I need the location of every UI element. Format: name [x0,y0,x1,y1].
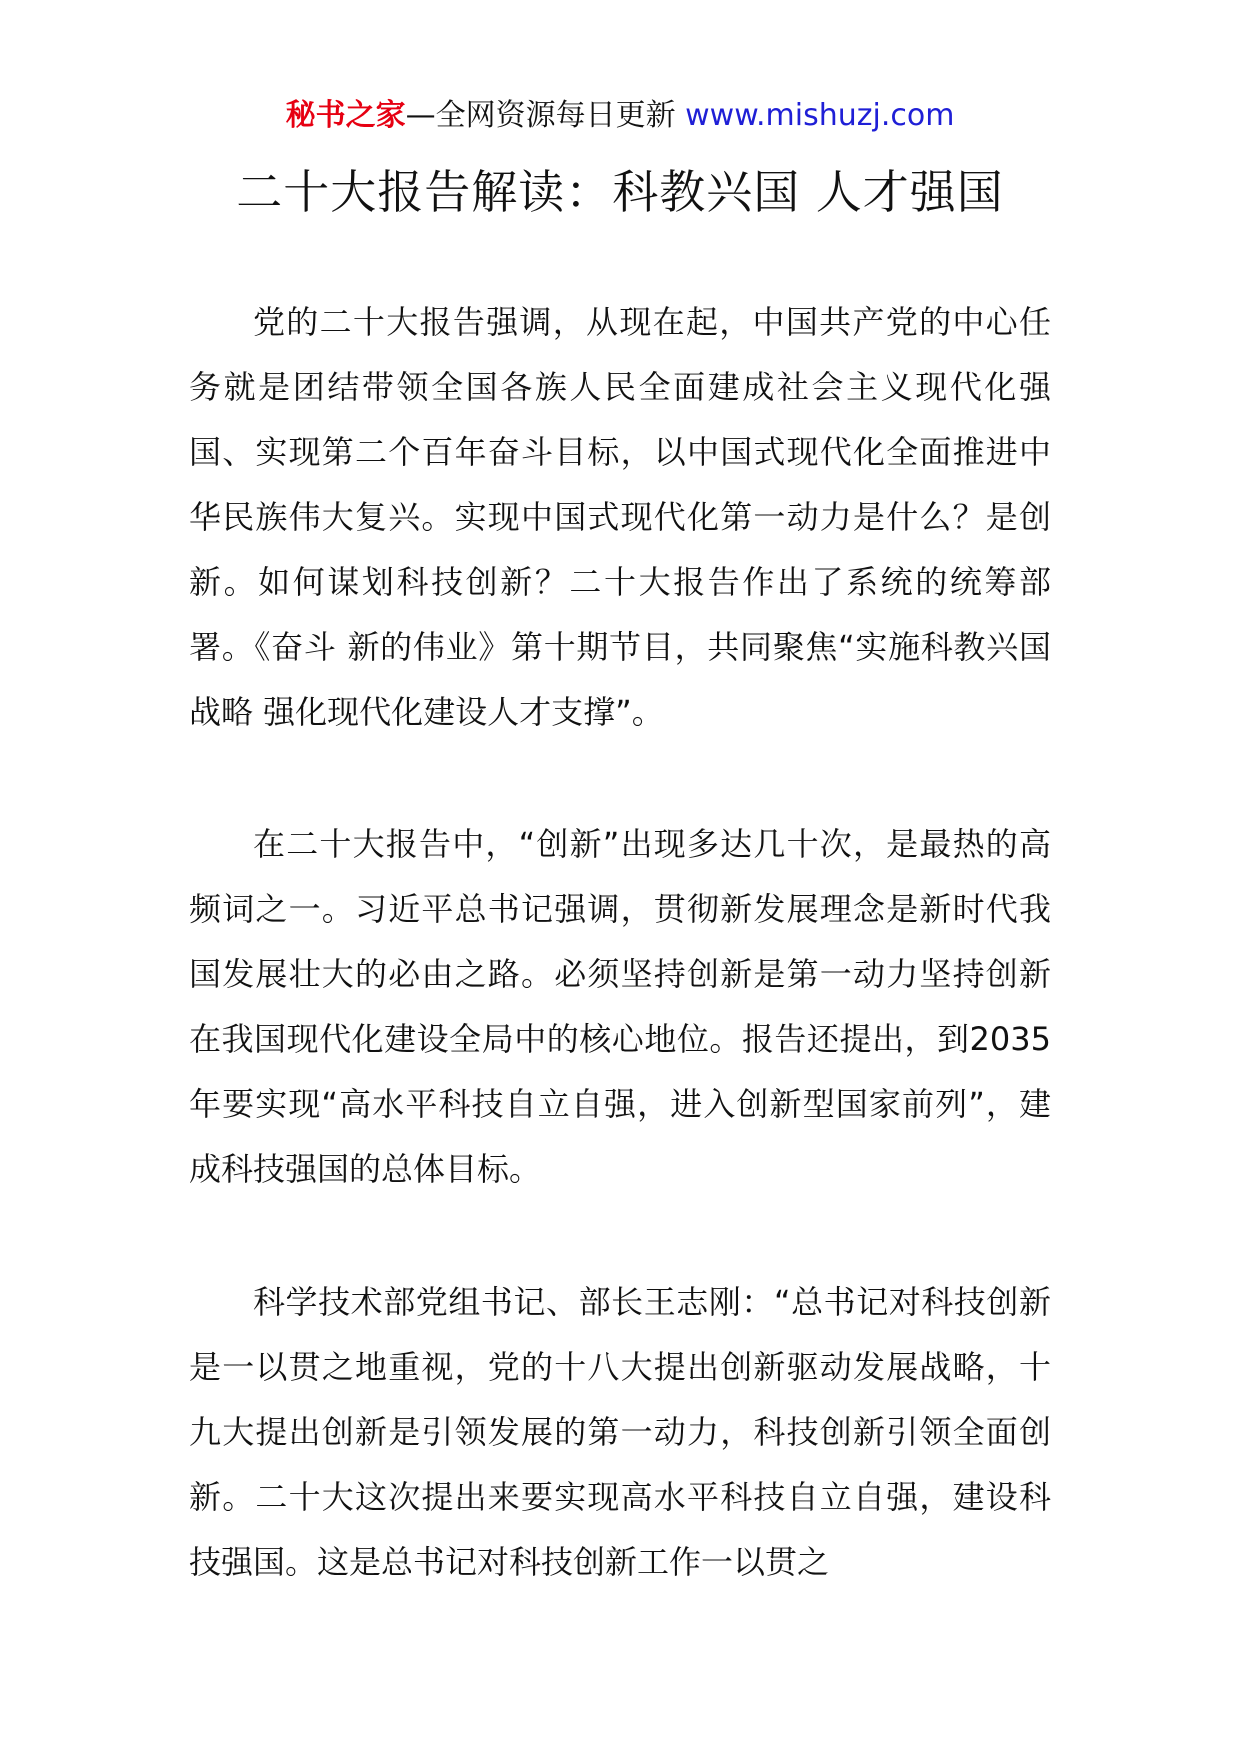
paragraph: 在二十大报告中，“创新”出现多达几十次，是最热的高频词之一。习近平总书记强调，贯彻新发展理念是新时代我国发展壮大的必由之路。必须坚持创新是第一动力坚持创新在我国现代化建设全局中的核心地位。报告还提出，到2035年要实现“高水平科技自立自强，进入创新型国家前列”，建成科技强国的总体目标。 [189,825,1051,1188]
paragraph: 科学技术部党组书记、部长王志刚：“总书记对科技创新是一以贯之地重视，党的十八大提出创新驱动发展战略，十九大提出创新是引领发展的第一动力，科技创新引领全面创新。二十大这次提出来要实现高水平科技自立自强，建设科技强国。这是总书记对科技创新工作一以贯之 [189,1283,1051,1581]
site-slogan: —全网资源每日更新 [405,98,676,133]
document-title: 二十大报告解读：科教兴国 人才强国 [236,165,1004,219]
brand-name: 秘书之家 [285,98,406,133]
site-url-link[interactable]: www.mishuzj.com [685,98,955,133]
paragraph: 党的二十大报告强调，从现在起，中国共产党的中心任务就是团结带领全国各族人民全面建成社会主义现代化强国、实现第二个百年奋斗目标，以中国式现代化全面推进中华民族伟大复兴。实现中国式现代化第一动力是什么？是创新。如何谋划科技创新？二十大报告作出了系统的统筹部署。《奋斗 新的伟业》第十期节目，共同聚焦“实施科教兴国战略 强化现代化建设人才支撑”。 [189,303,1051,731]
site-header [0,96,1240,136]
